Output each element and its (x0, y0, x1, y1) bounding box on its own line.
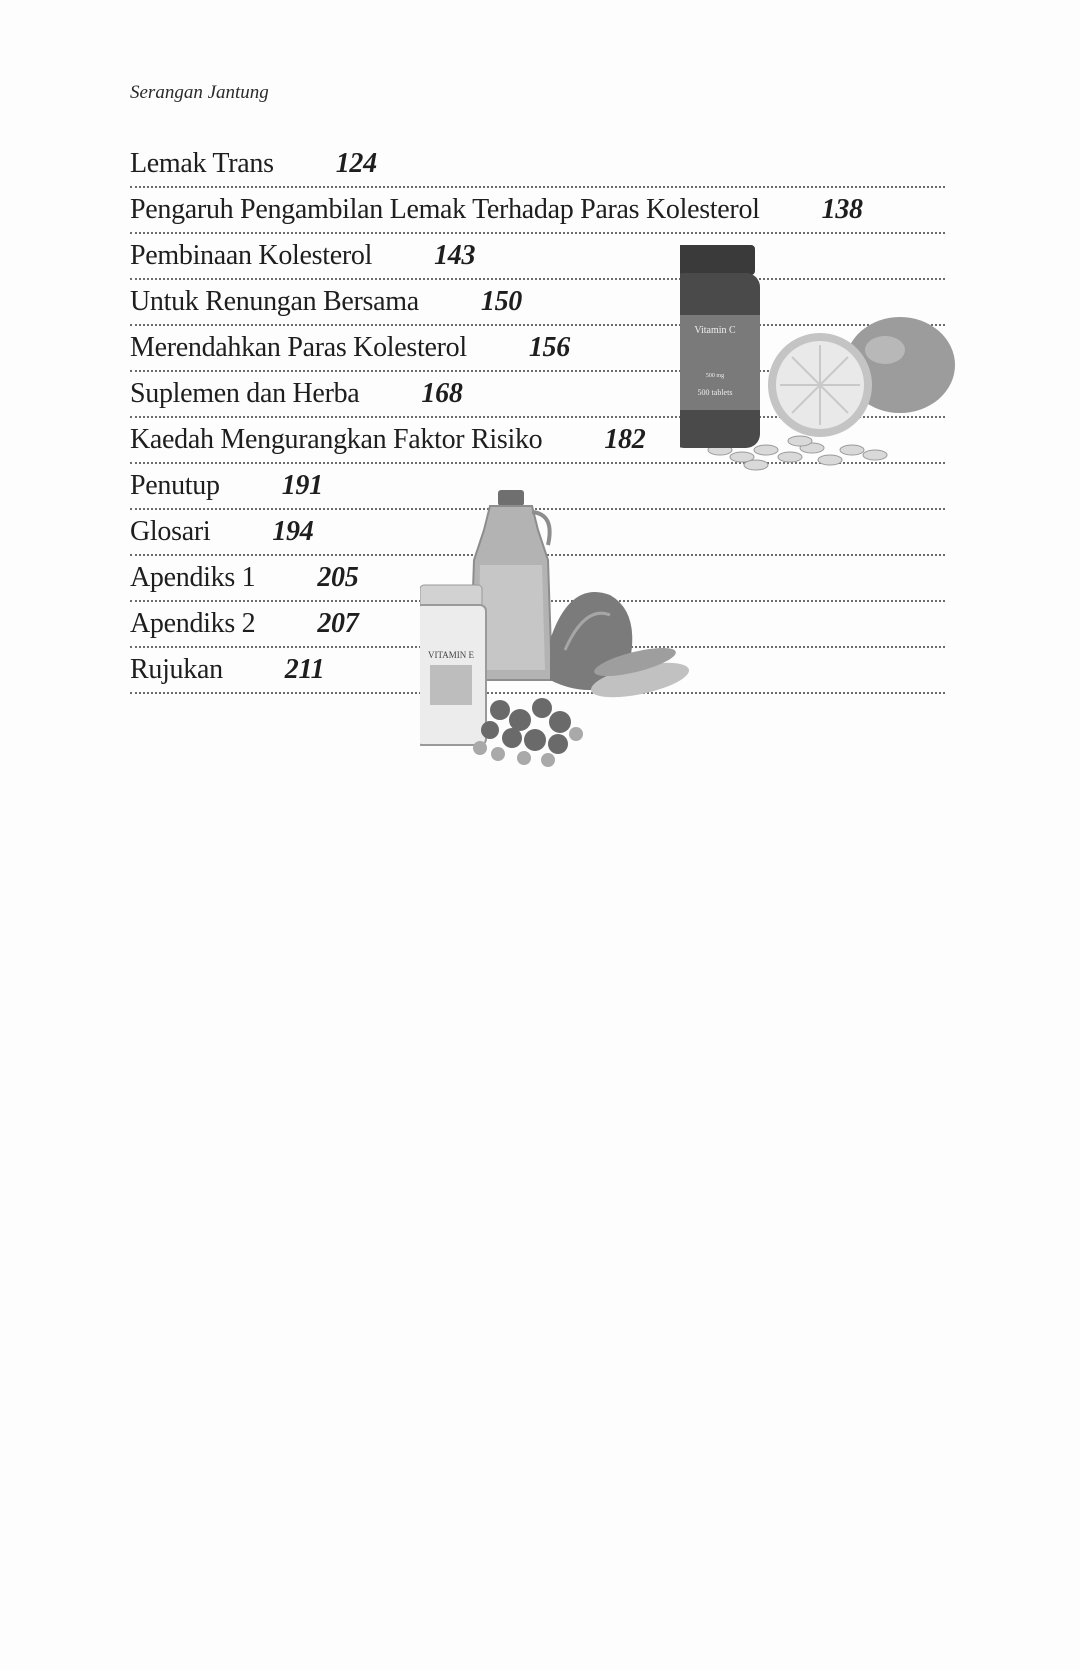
toc-title: Rujukan (130, 654, 223, 685)
toc-page-number: 124 (335, 148, 377, 179)
toc-title: Penutup (130, 470, 220, 501)
toc-title: Untuk Renungan Bersama (130, 286, 419, 317)
toc-title: Lemak Trans (130, 148, 274, 179)
toc-title: Apendiks 2 (130, 608, 256, 639)
toc-page-number: 205 (317, 562, 359, 593)
toc-page-number: 207 (317, 608, 359, 639)
toc-title: Pengaruh Pengambilan Lemak Terhadap Paras Kolesterol (130, 194, 760, 225)
toc-page-number: 194 (272, 516, 314, 547)
vitamin-c-illustration (680, 245, 960, 480)
toc-page-number: 168 (421, 378, 463, 409)
toc-title: Pembinaan Kolesterol (130, 240, 373, 271)
toc-page-number: 191 (281, 470, 323, 501)
toc-page-number: 156 (528, 332, 570, 363)
toc-page-number: 211 (284, 654, 325, 685)
toc-title: Suplemen dan Herba (130, 378, 360, 409)
vitamin-e-illustration (420, 490, 720, 770)
toc-title: Kaedah Mengurangkan Faktor Risiko (130, 424, 543, 455)
toc-page-number: 182 (604, 424, 646, 455)
toc-page-number: 138 (821, 194, 863, 225)
vitamin-c-count: 500 tablets (697, 388, 733, 397)
toc-title: Merendahkan Paras Kolesterol (130, 332, 467, 363)
running-head: Serangan Jantung (130, 82, 269, 103)
toc-page-number: 143 (434, 240, 476, 271)
toc-title: Glosari (130, 516, 211, 547)
toc-entry[interactable] (130, 188, 945, 234)
vitamin-c-dose: 500 mg (705, 373, 725, 379)
toc-title: Apendiks 1 (130, 562, 256, 593)
toc-page-number: 150 (480, 286, 522, 317)
toc-entry[interactable] (130, 142, 945, 188)
vitamin-e-label: VITAMIN E (427, 650, 475, 660)
vitamin-c-label: Vitamin C (694, 325, 736, 336)
